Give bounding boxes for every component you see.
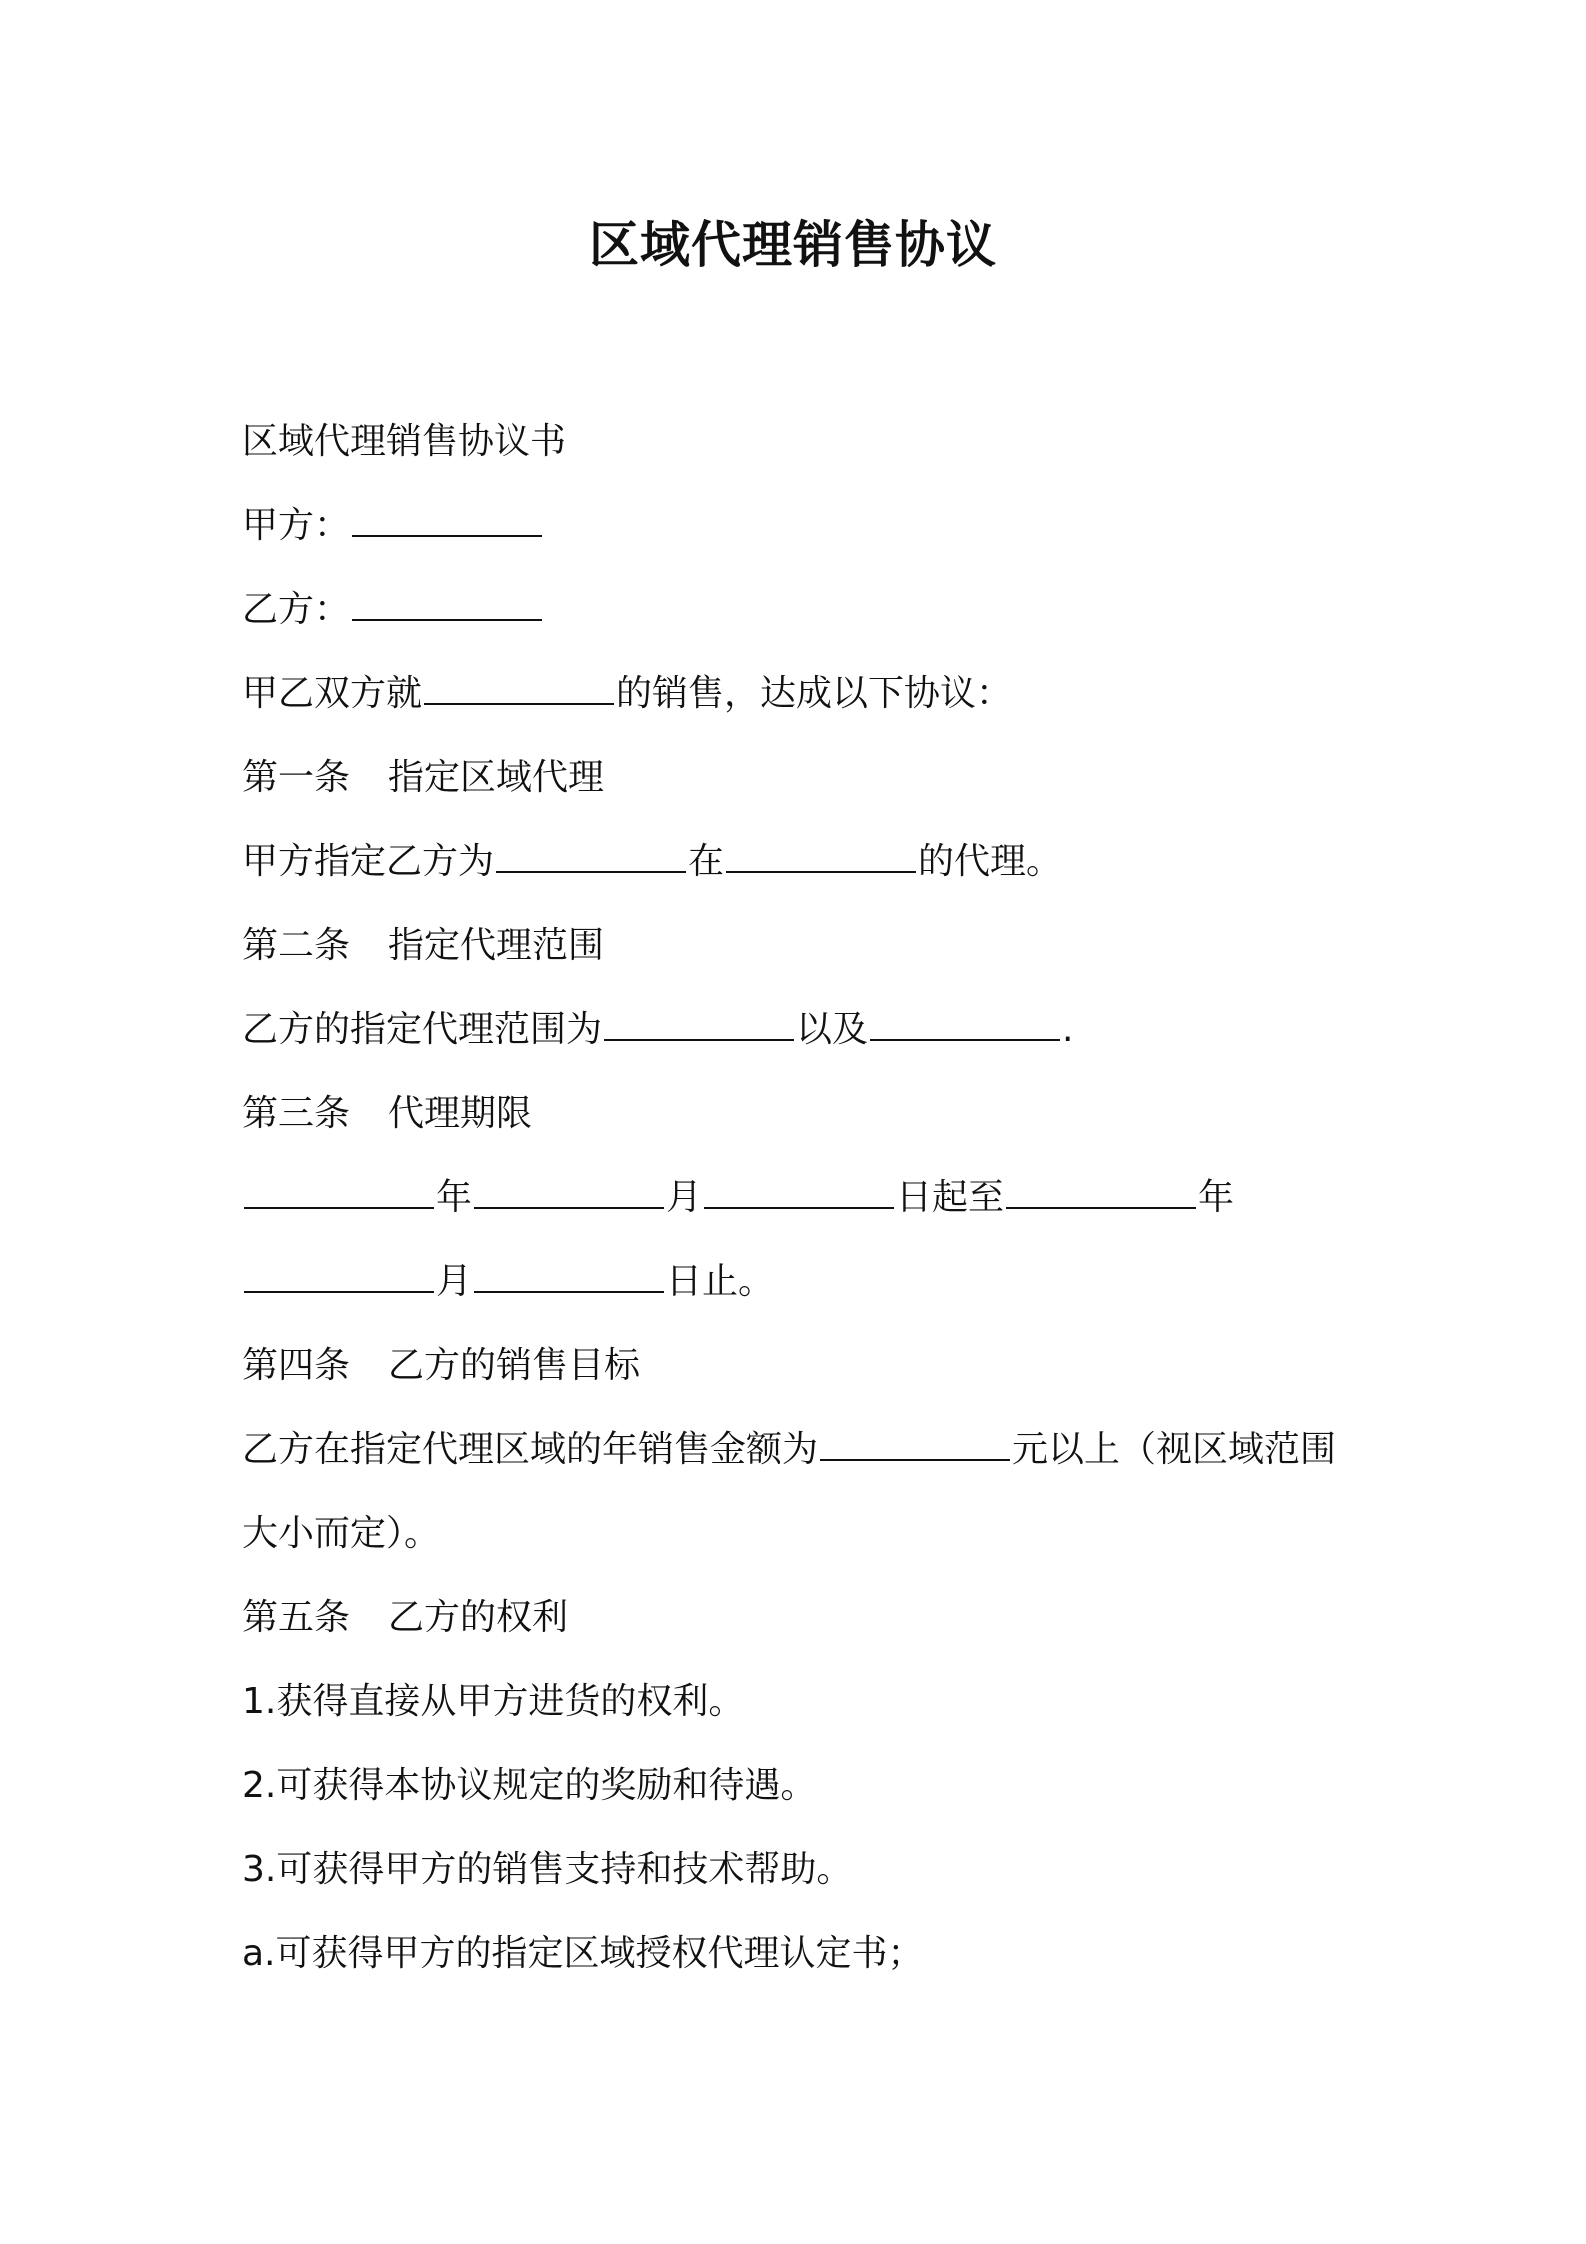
text-segment: 3.可获得甲方的销售支持和技术帮助。	[242, 1849, 853, 1890]
text-segment: 日起至	[896, 1177, 1005, 1218]
text-segment: .	[1062, 1009, 1074, 1050]
text-segment: 年	[1198, 1177, 1235, 1218]
party-a-label: 甲方：	[242, 505, 351, 546]
blank-field[interactable]	[870, 1011, 1060, 1041]
text-segment: 甲方指定乙方为	[242, 841, 495, 882]
article-number: 第五条	[242, 1597, 351, 1638]
blank-field[interactable]	[496, 843, 686, 873]
article-1-text	[242, 820, 1382, 904]
blank-field[interactable]	[352, 507, 542, 537]
text-segment: 甲乙双方就	[242, 673, 423, 714]
blank-field[interactable]	[1006, 1179, 1196, 1209]
blank-field[interactable]	[424, 675, 614, 705]
article-title: 指定代理范围	[388, 925, 605, 966]
text-segment: 的销售，达成以下协议：	[616, 673, 1013, 714]
article-3-text-1	[242, 1156, 1382, 1240]
blank-field[interactable]	[352, 591, 542, 621]
article-title: 指定区域代理	[388, 757, 605, 798]
text-segment: 月	[666, 1177, 703, 1218]
right-item-a	[242, 1912, 1382, 1996]
party-b-line	[242, 568, 1382, 652]
blank-field[interactable]	[244, 1263, 434, 1293]
article-title: 代理期限	[388, 1093, 533, 1134]
article-1-heading	[242, 736, 1382, 820]
text-segment: 2.可获得本协议规定的奖励和待遇。	[242, 1765, 817, 1806]
party-b-label: 乙方：	[242, 589, 351, 630]
article-number: 第二条	[242, 925, 351, 966]
text-segment: 大小而定）。	[242, 1513, 441, 1554]
party-a-line	[242, 484, 1382, 568]
blank-field[interactable]	[704, 1179, 894, 1209]
text-segment: 在	[688, 841, 725, 882]
article-2-heading	[242, 904, 1382, 988]
agreement-intro-line	[242, 652, 1382, 736]
subtitle-text: 区域代理销售协议书	[242, 421, 567, 462]
article-number: 第四条	[242, 1345, 351, 1386]
text-segment: 年	[436, 1177, 473, 1218]
text-segment: 乙方在指定代理区域的年销售金额为	[242, 1429, 819, 1470]
right-item-1	[242, 1660, 1382, 1744]
blank-field[interactable]	[726, 843, 916, 873]
article-2-text	[242, 988, 1382, 1072]
blank-field[interactable]	[820, 1431, 1010, 1461]
text-segment: 元以上（视区域范围	[1012, 1429, 1337, 1470]
text-segment: a.可获得甲方的指定区域授权代理认定书；	[242, 1933, 924, 1974]
blank-field[interactable]	[474, 1179, 664, 1209]
article-number: 第三条	[242, 1093, 351, 1134]
text-segment: 乙方的指定代理范围为	[242, 1009, 603, 1050]
article-3-heading	[242, 1072, 1382, 1156]
article-5-heading	[242, 1576, 1382, 1660]
article-4-text-2	[242, 1492, 1382, 1576]
article-number: 第一条	[242, 757, 351, 798]
article-4-text-1	[242, 1408, 1382, 1492]
text-segment: 日止。	[666, 1261, 775, 1302]
text-segment: 以及	[796, 1009, 869, 1050]
document-title: 区域代理销售协议	[589, 216, 997, 274]
document-body	[242, 400, 1382, 1996]
blank-field[interactable]	[244, 1179, 434, 1209]
text-segment: 1.获得直接从甲方进货的权利。	[242, 1681, 745, 1722]
subtitle-line	[242, 400, 1382, 484]
text-segment: 的代理。	[918, 841, 1063, 882]
blank-field[interactable]	[474, 1263, 664, 1293]
text-segment: 月	[436, 1261, 473, 1302]
article-title: 乙方的权利	[388, 1597, 569, 1638]
article-3-text-2	[242, 1240, 1382, 1324]
blank-field[interactable]	[604, 1011, 794, 1041]
article-4-heading	[242, 1324, 1382, 1408]
article-title: 乙方的销售目标	[388, 1345, 641, 1386]
right-item-3	[242, 1828, 1382, 1912]
right-item-2	[242, 1744, 1382, 1828]
